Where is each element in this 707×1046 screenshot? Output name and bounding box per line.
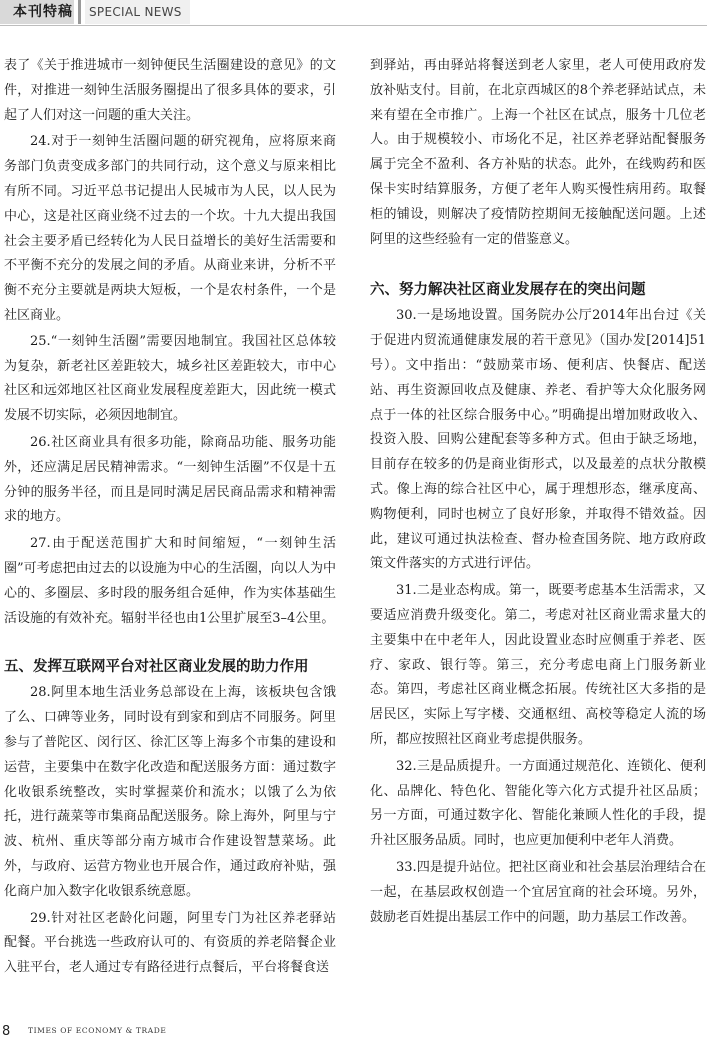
- paragraph: 32.三是品质提升。一方面通过规范化、连锁化、便利化、品牌化、特色化、智能化等六化方式提升社区品质；另一方面，可通过数字化、智能化兼顾人性化的手段，提升社区服务品质。同时，也应更加便利中老年人消费。: [370, 758, 706, 849]
- section-heading: 六、努力解决社区商业发展存在的突出问题: [370, 282, 646, 299]
- publication-name: TIMES OF ECONOMY & TRADE: [28, 1026, 167, 1035]
- paragraph: 29.针对社区老龄化问题，阿里专门为社区养老驿站配餐。平台挑选一些政府认可的、有资质的养老陪餐企业入驻平台，老人通过专有路径进行点餐后，平台将餐食送: [4, 910, 336, 976]
- paragraph: 25.“一刻钟生活圈”需要因地制宜。我国社区总体较为复杂，新老社区差距较大，城乡社区差距较大，市中心社区和远郊地区社区商业发展程度差距大，因此统一模式发展不切实际，必须因地制宜。: [4, 333, 336, 424]
- page-footer: [0, 1022, 707, 1042]
- paragraph: 28.阿里本地生活业务总部设在上海，该板块包含饿了么、口碑等业务，同时设有到家和到店不同服务。阿里参与了普陀区、闵行区、徐汇区等上海多个市集的建设和运营，主要集中在数字化改造和配送服务方面：通过数字化收银系统整改，实时掌握菜价和流水；以饿了么为依托，进行蔬菜等市集商品配送服务。除上海外，阿里与宁波、杭州、重庆等部分南方城市合作建设智慧菜场。此外，与政府、运营方物业也开展合作，通过政府补贴，强化商户加入数字化收银系统意愿。: [4, 685, 336, 899]
- paragraph: 30.一是场地设置。国务院办公厅2014年出台过《关于促进内贸流通健康发展的若干意见》（国办发[2014]51号）。文中指出：“鼓励菜市场、便利店、快餐店、配送站、再生资源回收点及健康、养老、看护等大众化服务网点于一体的社区综合服务中心。”明确提出增加财政收入、投资入股、回购公建配套等多种方式。但由于缺乏场地，目前存在较多的仍是商业街形式，以及最差的点状分散模式。像上海的综合社区中心，属于理想形态，继承度高、购物便利，同时也树立了良好形象，并取得不错效益。因此，建议可通过执法检查、督办检查国务院、地方政府政策文件落实的方式进行评估。: [370, 308, 706, 572]
- paragraph: 24.对于一刻钟生活圈问题的研究视角，应将原来商务部门负责变成多部门的共同行动，这个意义与原来相比有所不同。习近平总书记提出人民城市为人民，以人民为中心，这是社区商业绕不过去的一个坎。十九大提出我国社会主要矛盾已经转化为人民日益增长的美好生活需要和不平衡不充分的发展之间的矛盾。从商业来讲，分析不平衡不充分主要就是两块大短板，一个是农村条件，一个是社区商业。: [4, 134, 336, 323]
- page-number: 8: [2, 1024, 11, 1039]
- right-column: [370, 54, 706, 930]
- section-heading: 五、发挥互联网平台对社区商业发展的助力作用: [4, 659, 309, 676]
- page-header: [0, 0, 707, 24]
- section-subtitle: SPECIAL NEWS: [85, 0, 190, 24]
- paragraph: 到驿站，再由驿站将餐送到老人家里，老人可使用政府发放补贴支付。目前，在北京西城区的8个养老驿站试点，未来有望在全市推广。上海一个社区在试点，服务十几位老人。由于规模较小、市场化不足，社区养老驿站配餐服务属于完全不盈利、各方补贴的状态。此外，在线购药和医保卡实时结算服务，方便了老年人购买慢性病用药。取餐柜的铺设，则解决了疫情防控期间无接触配送问题。上述阿里的这些经验有一定的借鉴意义。: [370, 58, 706, 247]
- header-rule: [0, 25, 707, 26]
- header-divider: [78, 0, 81, 24]
- paragraph: 31.二是业态构成。第一，既要考虑基本生活需求，又要适应消费升级变化。第二，考虑对社区商业需求量大的主要集中在中老年人，因此设置业态时应侧重于养老、医疗、家政、银行等。第三，充分考虑电商上门服务新业态。第四，考虑社区商业概念拓展。传统社区大多指的是居民区，实际上写字楼、交通枢纽、高校等稳定人流的场所，都应按照社区商业考虑提供服务。: [370, 583, 706, 747]
- section-title: 本刊特稿: [0, 0, 74, 24]
- left-column: [4, 54, 336, 981]
- paragraph: 33.四是提升站位。把社区商业和社会基层治理结合在一起，在基层政权创造一个宜居宜商的社会环境。另外，鼓励老百姓提出基层工作中的问题，助力基层工作改善。: [370, 859, 706, 925]
- paragraph: 表了《关于推进城市一刻钟便民生活圈建设的意见》的文件，对推进一刻钟生活服务圈提出了很多具体的要求，引起了人们对这一问题的重大关注。: [4, 58, 336, 123]
- paragraph: 27.由于配送范围扩大和时间缩短，“一刻钟生活圈”可考虑把由过去的以设施为中心的生活圈，向以人为中心的、多圈层、多时段的服务组合延伸，作为实体基础生活设施的有效补充。辐射半径也由1公里扩展至3–4公里。: [4, 536, 336, 626]
- paragraph: 26.社区商业具有很多功能，除商品功能、服务功能外，还应满足居民精神需求。“一刻钟生活圈”不仅是十五分钟的服务半径，而且是同时满足居民商品需求和精神需求的地方。: [4, 434, 336, 525]
